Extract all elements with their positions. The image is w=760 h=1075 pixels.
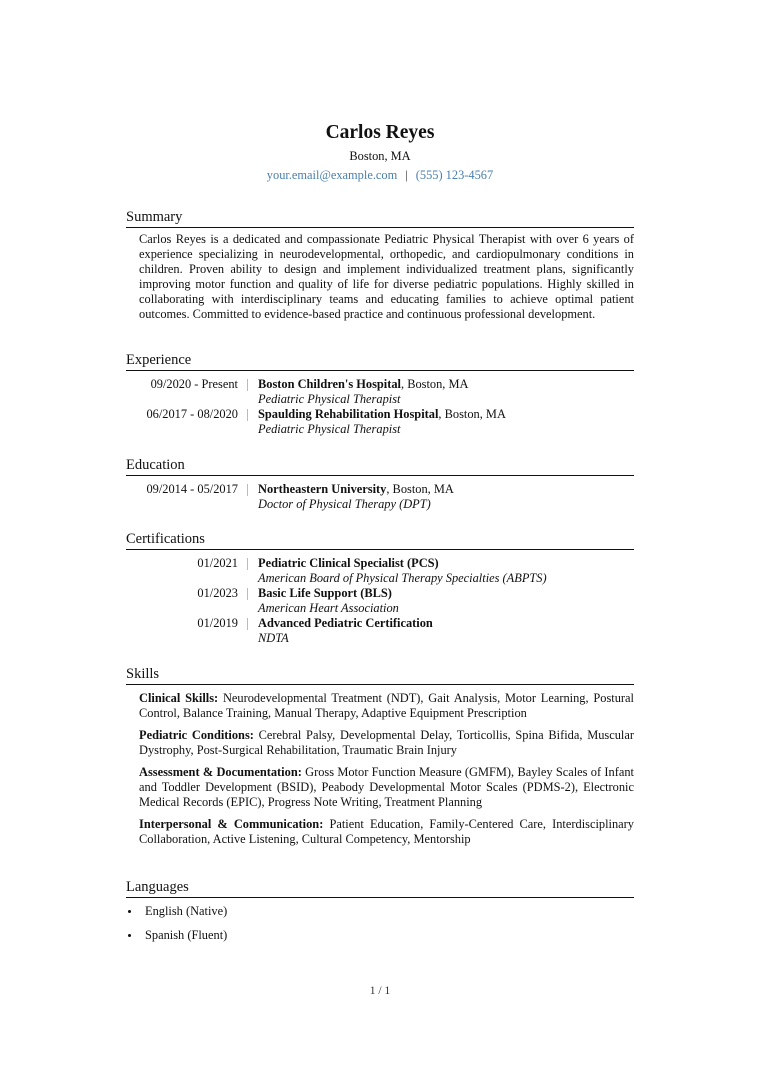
education-section xyxy=(126,456,634,512)
entry-location: , Boston, MA xyxy=(438,407,506,421)
section-title-languages: Languages xyxy=(126,878,634,898)
entry-content xyxy=(258,556,634,586)
entry-location: , Boston, MA xyxy=(386,482,454,496)
entry-content xyxy=(258,586,634,616)
summary-section xyxy=(126,208,634,322)
certifications-list xyxy=(126,556,634,646)
experience-section xyxy=(126,351,634,437)
certification-issuer: American Heart Association xyxy=(258,601,399,615)
entry-content xyxy=(258,482,634,512)
candidate-name: Carlos Reyes xyxy=(325,122,435,143)
section-title-certifications: Certifications xyxy=(126,530,634,550)
languages-section xyxy=(126,878,634,952)
page-number: 1 / 1 xyxy=(369,985,391,997)
certification-entry xyxy=(126,616,634,646)
entry-role: Doctor of Physical Therapy (DPT) xyxy=(258,497,431,511)
skill-group-text: Cerebral Palsy, Developmental Delay, Torticollis, Spina Bifida, Muscular Dystrophy, Post-Surgical Rehabilitation, Traumatic Brain Injury xyxy=(139,728,634,757)
skill-group xyxy=(139,728,634,758)
entry-date: 01/2019 xyxy=(126,616,258,646)
entry-date: 01/2023 xyxy=(126,586,258,616)
skill-group-text: Neurodevelopmental Treatment (NDT), Gait Analysis, Motor Learning, Postural Control, Balance Training, Manual Therapy, Adaptive Equipment Prescription xyxy=(139,691,634,720)
entry-date: 09/2014 - 05/2017 xyxy=(126,482,258,512)
entry-date: 06/2017 - 08/2020 xyxy=(126,407,258,437)
contact-separator: | xyxy=(405,168,408,182)
skill-group-label: Interpersonal & Communication: xyxy=(139,817,324,831)
skill-group xyxy=(139,765,634,810)
skills-list xyxy=(126,691,634,847)
experience-entry xyxy=(126,407,634,437)
contact-line xyxy=(126,168,634,183)
entry-organization: Boston Children's Hospital xyxy=(258,377,401,391)
skill-group-text: Gross Motor Function Measure (GMFM), Bayley Scales of Infant and Toddler Development (BSID), Peabody Developmental Motor Scales (PDMS-2), Electronic Medical Records (EPIC), Progress Note Writing, Treatment Planning xyxy=(139,765,634,809)
entry-content xyxy=(258,407,634,437)
certification-issuer: American Board of Physical Therapy Specialties (ABPTS) xyxy=(258,571,547,585)
entry-location: , Boston, MA xyxy=(401,377,469,391)
experience-entry xyxy=(126,377,634,407)
entry-role: Pediatric Physical Therapist xyxy=(258,392,401,406)
section-title-experience: Experience xyxy=(126,351,634,371)
candidate-location: Boston, MA xyxy=(349,149,411,163)
entry-organization: Spaulding Rehabilitation Hospital xyxy=(258,407,439,421)
skills-section xyxy=(126,665,634,847)
certification-entry xyxy=(126,556,634,586)
language-item: Spanish (Fluent) xyxy=(126,928,634,943)
skill-group xyxy=(139,817,634,847)
skill-group-text: Patient Education, Family-Centered Care, Interdisciplinary Collaboration, Active Listening, Cultural Competency, Mentorship xyxy=(139,817,634,846)
skill-group-label: Pediatric Conditions: xyxy=(139,728,254,742)
education-list xyxy=(126,482,634,512)
language-item: English (Native) xyxy=(126,904,634,919)
experience-list xyxy=(126,377,634,437)
entry-role: Pediatric Physical Therapist xyxy=(258,422,401,436)
certification-entry xyxy=(126,586,634,616)
certification-name: Pediatric Clinical Specialist (PCS) xyxy=(258,556,439,570)
education-entry xyxy=(126,482,634,512)
section-title-skills: Skills xyxy=(126,665,634,685)
email-link[interactable]: your.email@example.com xyxy=(266,168,398,182)
section-title-education: Education xyxy=(126,456,634,476)
certification-name: Advanced Pediatric Certification xyxy=(258,616,433,630)
section-title-summary: Summary xyxy=(126,208,634,228)
entry-date: 01/2021 xyxy=(126,556,258,586)
languages-list xyxy=(126,904,634,943)
skill-group xyxy=(139,691,634,721)
entry-content xyxy=(258,377,634,407)
skill-group-label: Assessment & Documentation: xyxy=(139,765,302,779)
entry-date: 09/2020 - Present xyxy=(126,377,258,407)
phone-link[interactable]: (555) 123-4567 xyxy=(415,168,494,182)
certification-name: Basic Life Support (BLS) xyxy=(258,586,392,600)
certifications-section xyxy=(126,530,634,646)
resume-header xyxy=(126,121,634,183)
skill-group-label: Clinical Skills: xyxy=(139,691,219,705)
summary-text: Carlos Reyes is a dedicated and compassionate Pediatric Physical Therapist with over 6 years of experience specializing in neurodevelopmental, orthopedic, and cardiopulmonary conditions in children. Proven ability to design and implement individualized treatment plans, significantly improving motor function and quality of life for diverse pediatric populations. Highly skilled in collaborating with interdisciplinary teams and educating families to achieve optimal patient outcomes. Committed to evidence-based practice and continuous professional development. xyxy=(139,232,634,321)
entry-content xyxy=(258,616,634,646)
certification-issuer: NDTA xyxy=(258,631,289,645)
entry-organization: Northeastern University xyxy=(258,482,387,496)
